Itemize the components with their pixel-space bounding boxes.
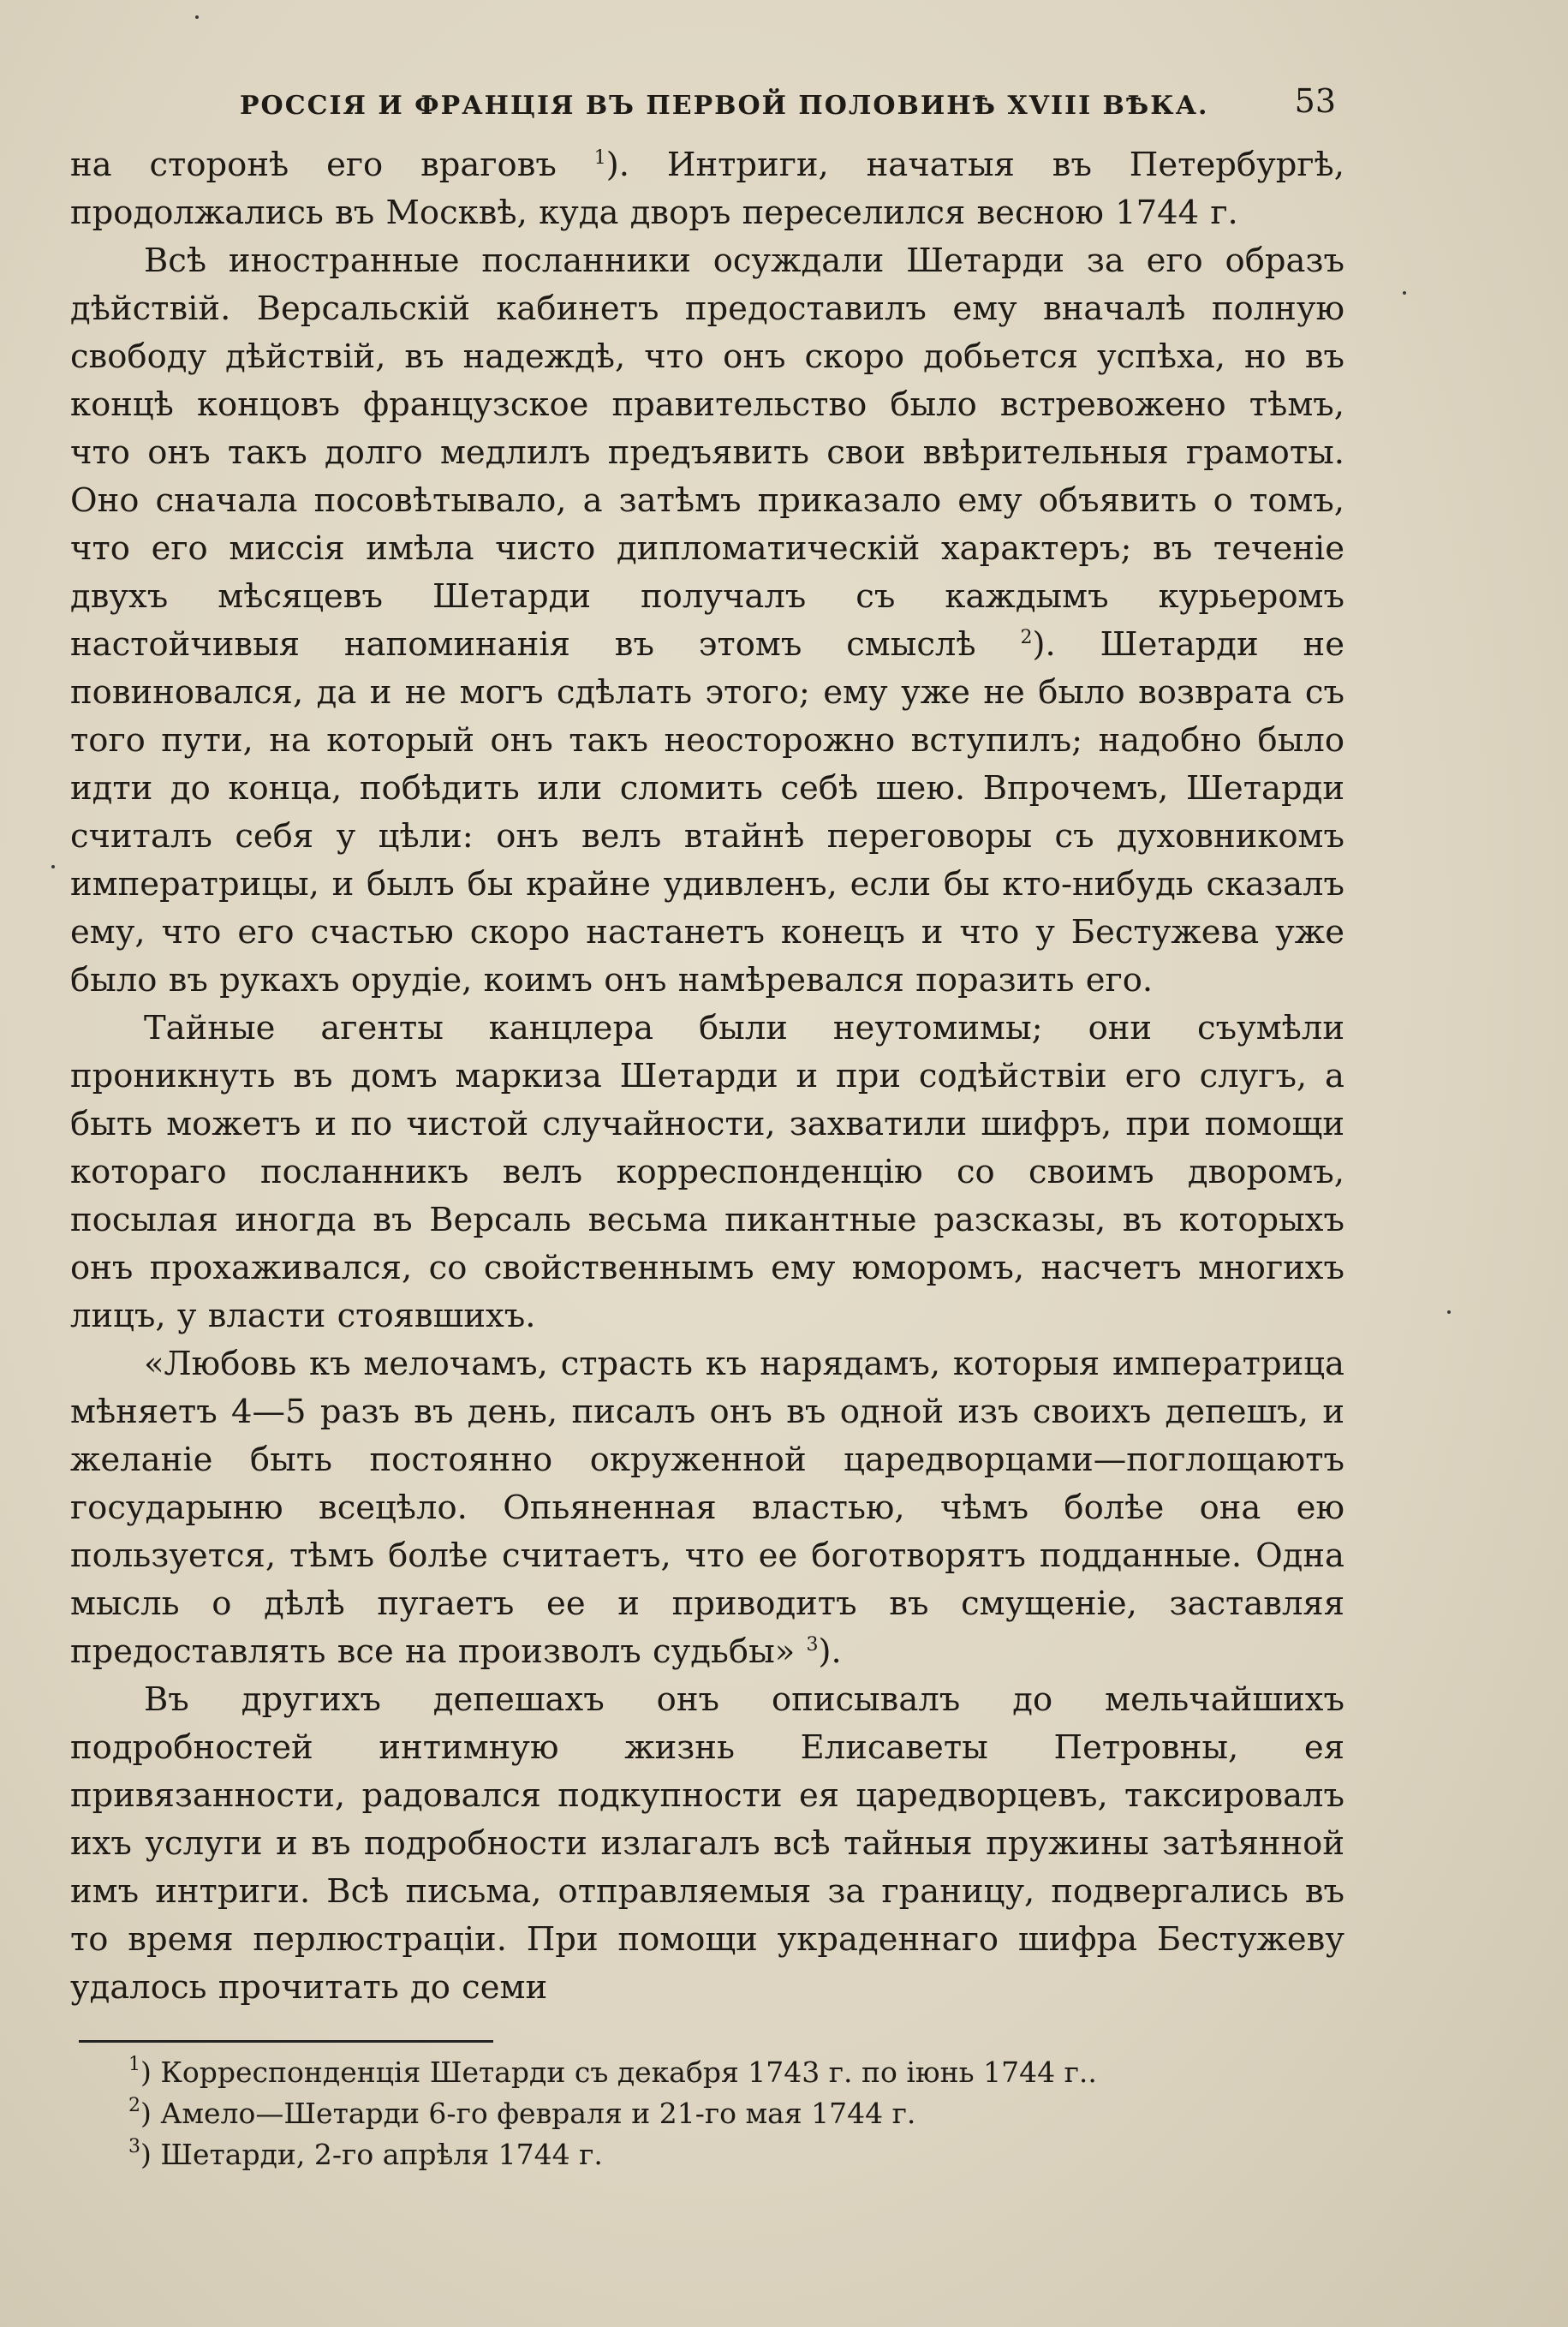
paper-speck — [1447, 1310, 1451, 1314]
paper-speck — [195, 15, 199, 19]
paper-speck — [51, 865, 55, 868]
page-header — [240, 82, 1336, 134]
running-head: РОССІЯ И ФРАНЦІЯ ВЪ ПЕРВОЙ ПОЛОВИНѢ XVIII ВѢКА. — [240, 91, 1209, 121]
footnote-3 — [128, 2134, 1242, 2175]
paragraph-4 — [70, 1340, 1344, 1676]
footnote-ref-3: 3 — [806, 1634, 819, 1656]
footnote-divider — [79, 2040, 493, 2043]
paragraph-text: ). — [818, 1632, 842, 1671]
footnote-1 — [128, 2052, 1242, 2093]
paragraph-text: ). Интриги, начатыя въ Петербургѣ, продолжались въ Москвѣ, куда дворъ переселился весною 1744 г. — [70, 146, 1344, 232]
page-number: 53 — [1294, 82, 1336, 120]
footnote-mark: 2 — [128, 2095, 140, 2116]
paragraph-text: ). Шетарди не повиновался, да и не могъ сдѣлать этого; ему уже не было возврата съ того пути, на который онъ такъ неосторожно вступилъ; надобно было идти до конца, побѣдить или сломить себѣ шею. Впрочемъ, Шетарди считалъ себя у цѣли: онъ велъ втайнѣ переговоры съ духовникомъ императрицы, и былъ бы крайне удивленъ, если бы кто-нибудь сказалъ ему, что его счастью скоро настанетъ конецъ и что у Бестужева уже было въ рукахъ орудіе, коимъ онъ намѣревался поразить его. — [70, 625, 1344, 999]
footnotes — [128, 2052, 1242, 2175]
footnote-text: ) Шетарди, 2-го апрѣля 1744 г. — [140, 2138, 603, 2171]
paper-speck — [1403, 291, 1406, 295]
footnote-mark: 3 — [128, 2136, 140, 2157]
paragraph-5: Въ другихъ депешахъ онъ описывалъ до мельчайшихъ подробностей интимную жизнь Елисаветы Петровны, ея привязанности, радовался подкупности ея царедворцевъ, таксировалъ ихъ услуги и въ подробности излагалъ всѣ тайныя пружины затѣянной имъ интриги. Всѣ письма, отправляемыя за границу, подвергались въ то время перлюстраціи. При помощи украденнаго шифра Бестужеву удалось прочитать до семи — [70, 1680, 1344, 2007]
footnote-2 — [128, 2093, 1242, 2134]
paragraph-3: Тайные агенты канцлера были неутомимы; они съумѣли проникнуть въ домъ маркиза Шетарди и при содѣйствіи его слугъ, а быть можетъ и по чистой случайности, захватили шифръ, при помощи котораго посланникъ велъ корреспонденцію со своимъ дворомъ, посылая иногда въ Версаль весьма пикантные разсказы, въ которыхъ онъ прохаживался, со свойственнымъ ему юморомъ, насчетъ многихъ лицъ, у власти стоявшихъ. — [70, 1009, 1344, 1335]
footnote-mark: 1 — [128, 2054, 140, 2075]
paragraph-text: Всѣ иностранные посланники осуждали Шетарди за его образъ дѣйствій. Версальскій кабинетъ предоставилъ ему вначалѣ полную свободу дѣйствій, въ надеждѣ, что онъ скоро добьется успѣха, но въ концѣ концовъ французское правительство было встревожено тѣмъ, что онъ такъ долго медлилъ предъявить свои ввѣрительныя грамоты. Оно сначала посовѣтывало, а затѣмъ приказало ему объявить о томъ, что его миссія имѣла чисто дипломатическій характеръ; въ теченіе двухъ мѣсяцевъ Шетарди получалъ съ каждымъ курьеромъ настойчивыя напоминанія въ этомъ смыслѣ — [70, 242, 1344, 664]
footnote-text: ) Амело—Шетарди 6-го февраля и 21-го мая 1744 г. — [140, 2097, 916, 2130]
paragraph-text: на сторонѣ его враговъ — [70, 146, 594, 184]
paragraph-1 — [70, 141, 1344, 237]
footnote-ref-1: 1 — [593, 147, 606, 169]
footnote-ref-2: 2 — [1020, 627, 1033, 648]
body-text — [70, 141, 1344, 2012]
paragraph-text: «Любовь къ мелочамъ, страсть къ нарядамъ, которыя императрица мѣняетъ 4—5 разъ въ день, писалъ онъ въ одной изъ своихъ депешъ, и желаніе быть постоянно окруженной царедворцами—поглощаютъ государыню всецѣло. Опьяненная властью, чѣмъ болѣе она ею пользуется, тѣмъ болѣе считаетъ, что ее боготворятъ подданные. Одна мысль о дѣлѣ пугаетъ ее и приводитъ въ смущеніе, заставляя предоставлять все на произволъ судьбы» — [70, 1345, 1344, 1671]
paragraph-2 — [70, 237, 1344, 1005]
footnote-text: ) Корреспонденція Шетарди съ декабря 1743 г. по іюнь 1744 г.. — [140, 2056, 1097, 2089]
